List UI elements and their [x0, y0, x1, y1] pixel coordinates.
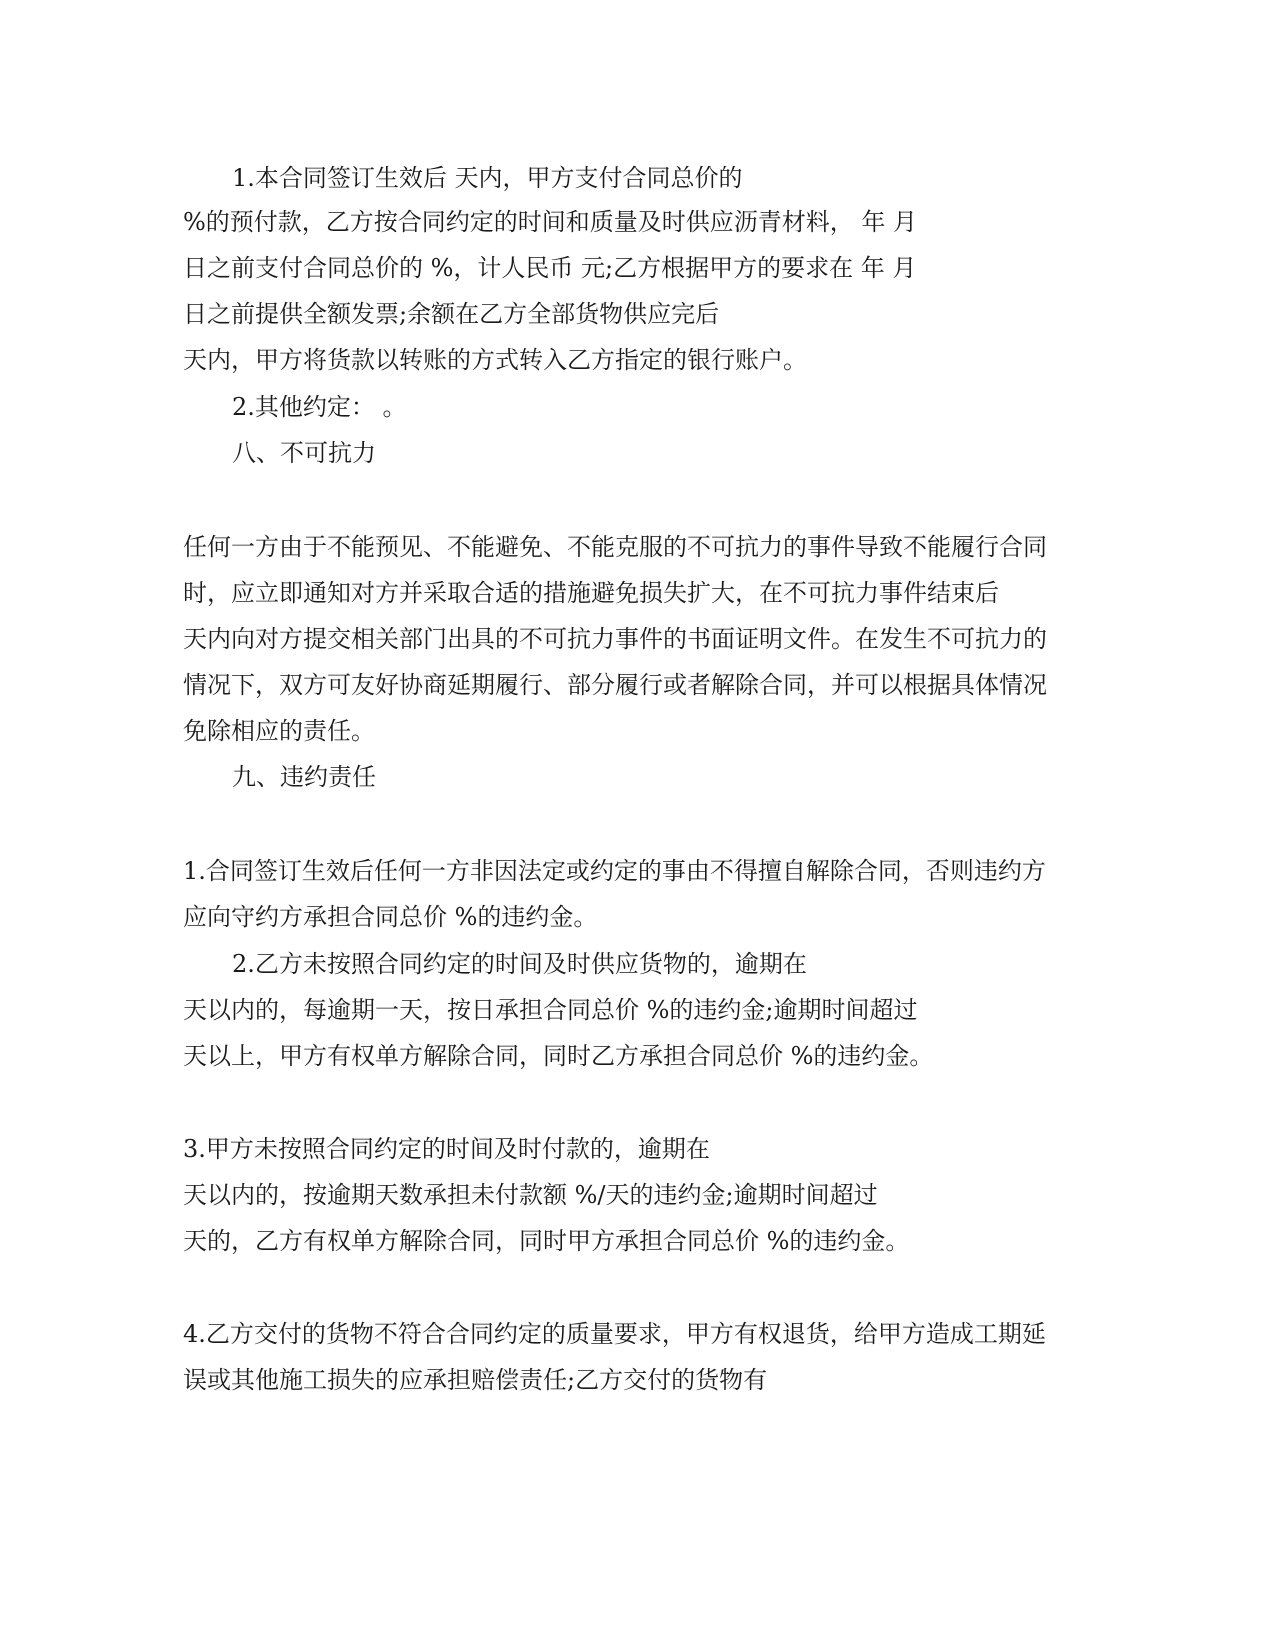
text-line: 情况下，双方可友好协商延期履行、部分履行或者解除合同，并可以根据具体情况	[183, 671, 1047, 699]
text-line: 天的，乙方有权单方解除合同，同时甲方承担合同总价 %的违约金。	[183, 1227, 910, 1255]
text-line: 免除相应的责任。	[183, 717, 375, 745]
text-line: 2.乙方未按照合同约定的时间及时供应货物的，逾期在	[232, 950, 807, 978]
text-line: 日之前支付合同总价的 %，计人民币 元;乙方根据甲方的要求在 年 月	[183, 254, 917, 282]
text-line: 1.本合同签订生效后 天内，甲方支付合同总价的	[232, 164, 743, 192]
text-line: 天内向对方提交相关部门出具的不可抗力事件的书面证明文件。在发生不可抗力的	[183, 625, 1047, 653]
text-line: 天以内的，每逾期一天，按日承担合同总价 %的违约金;逾期时间超过	[183, 996, 918, 1024]
section-heading: 八、不可抗力	[232, 439, 376, 467]
text-line: 3.甲方未按照合同约定的时间及时付款的，逾期在	[183, 1135, 710, 1163]
text-line: 4.乙方交付的货物不符合合同约定的质量要求，甲方有权退货，给甲方造成工期延	[183, 1320, 1046, 1348]
section-heading: 九、违约责任	[232, 763, 376, 791]
text-line: 任何一方由于不能预见、不能避免、不能克服的不可抗力的事件导致不能履行合同	[183, 533, 1047, 561]
text-line: 误或其他施工损失的应承担赔偿责任;乙方交付的货物有	[183, 1366, 768, 1394]
text-line: 2.其他约定： 。	[232, 393, 407, 421]
text-line: %的预付款，乙方按合同约定的时间和质量及时供应沥青材料， 年 月	[183, 208, 918, 236]
text-line: 天以上，甲方有权单方解除合同，同时乙方承担合同总价 %的违约金。	[183, 1042, 934, 1070]
text-line: 1.合同签订生效后任何一方非因法定或约定的事由不得擅自解除合同，否则违约方	[183, 857, 1046, 885]
text-line: 时，应立即通知对方并采取合适的措施避免损失扩大，在不可抗力事件结束后	[183, 579, 999, 607]
text-line: 应向守约方承担合同总价 %的违约金。	[183, 903, 598, 931]
text-line: 日之前提供全额发票;余额在乙方全部货物供应完后	[183, 300, 720, 328]
text-line: 天内，甲方将货款以转账的方式转入乙方指定的银行账户。	[183, 346, 807, 374]
text-line: 天以内的，按逾期天数承担未付款额 %/天的违约金;逾期时间超过	[183, 1181, 878, 1209]
